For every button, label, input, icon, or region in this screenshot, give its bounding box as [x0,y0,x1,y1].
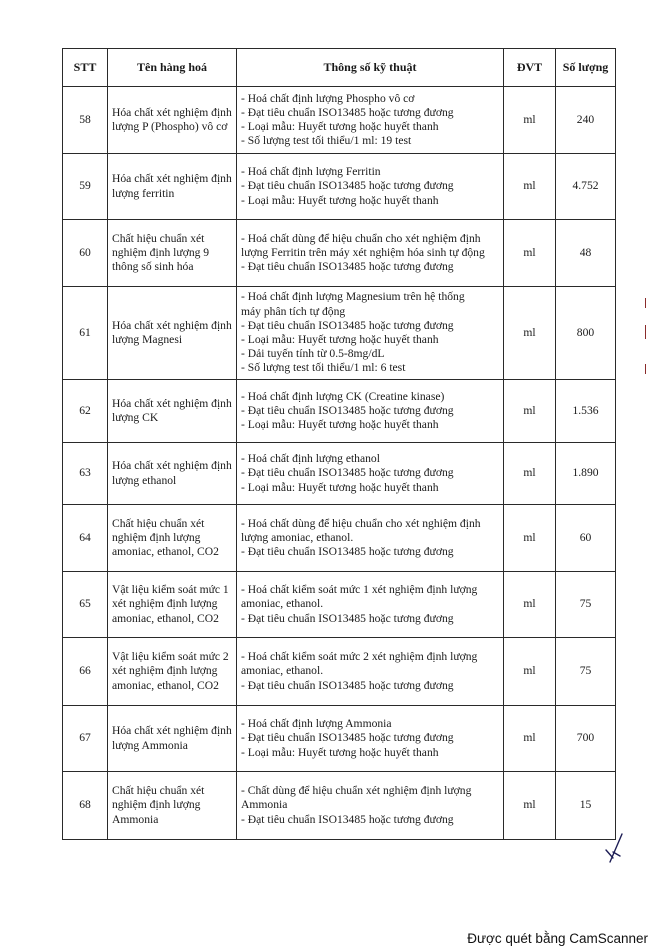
row-qty-cell: 800 [556,287,616,380]
row-unit-cell: ml [504,380,556,443]
row-stt-cell: 61 [63,287,108,380]
table-header [63,49,616,87]
table-row [63,706,616,772]
row-name-cell: Chất hiệu chuẩn xét nghiệm định lượng amoniac, ethanol, CO2 [108,505,237,572]
header-unit: ĐVT [504,49,556,87]
table-row [63,380,616,443]
row-name-cell: Hóa chất xét nghiệm định lượng CK [108,380,237,443]
row-unit-cell: ml [504,154,556,220]
spec-line: - Dải tuyến tính từ 0.5-8mg/dL [241,347,385,361]
row-qty-cell: 48 [556,220,616,287]
margin-scribble-mark [645,364,646,374]
spec-line: - Hoá chất định lượng ethanol [241,452,380,466]
table-body [63,87,616,840]
row-spec-cell [237,220,504,287]
row-stt-cell: 67 [63,706,108,772]
row-unit-cell: ml [504,87,556,154]
spec-line: - Đạt tiêu chuẩn ISO13485 hoặc tương đương [241,678,454,692]
row-qty-cell: 240 [556,87,616,154]
row-spec-cell [237,638,504,706]
spec-line: lượng Ferritin trên máy xét nghiệm hóa sinh tự động [241,245,485,259]
row-unit-cell: ml [504,220,556,287]
spec-line: - Đạt tiêu chuẩn ISO13485 hoặc tương đương [241,179,454,193]
header-row [63,49,616,87]
table-row [63,572,616,638]
table-row [63,638,616,706]
spec-line: - Số lượng test tối thiểu/1 ml: 6 test [241,361,406,375]
spec-line: - Đạt tiêu chuẩn ISO13485 hoặc tương đương [241,466,454,480]
spec-line: - Hoá chất định lượng Ammonia [241,717,392,731]
handwritten-initials-mark [600,832,626,866]
spec-line: - Hoá chất định lượng Magnesium trên hệ thống [241,290,465,304]
spec-line: - Hoá chất định lượng Phospho vô cơ [241,91,415,105]
row-name-cell: Hóa chất xét nghiệm định lượng Magnesi [108,287,237,380]
row-stt-cell: 64 [63,505,108,572]
row-stt-cell: 60 [63,220,108,287]
table-row [63,220,616,287]
spec-line: - Đạt tiêu chuẩn ISO13485 hoặc tương đương [241,403,454,417]
spec-line: - Loại mẫu: Huyết tương hoặc huyết thanh [241,418,439,432]
row-unit-cell: ml [504,706,556,772]
spec-line: - Loại mẫu: Huyết tương hoặc huyết thanh [241,333,439,346]
spec-line: - Loại mẫu: Huyết tương hoặc huyết thanh [241,193,439,207]
scanner-watermark-text: Được quét bằng CamScanner [467,931,648,946]
spec-line: - Đạt tiêu chuẩn ISO13485 hoặc tương đương [241,318,454,332]
row-qty-cell: 1.536 [556,380,616,443]
row-qty-cell: 15 [556,772,616,840]
row-spec-cell [237,154,504,220]
spec-line: - Chất dùng để hiệu chuẩn xét nghiệm định lượng [241,784,472,798]
spec-line: - Hoá chất định lượng Ferritin [241,165,381,179]
table-row [63,154,616,220]
row-spec-cell [237,572,504,638]
header-qty: Số lượng [556,49,616,87]
spec-line: - Đạt tiêu chuẩn ISO13485 hoặc tương đương [241,812,454,826]
spec-line: lượng amoniac, ethanol. [241,530,354,544]
spec-line: - Đạt tiêu chuẩn ISO13485 hoặc tương đương [241,545,454,559]
table-row [63,443,616,505]
header-stt: STT [63,49,108,87]
row-name-cell: Chất hiệu chuẩn xét nghiệm định lượng 9 thông số sinh hóa [108,220,237,287]
row-stt-cell: 66 [63,638,108,706]
row-qty-cell: 700 [556,706,616,772]
row-name-cell: Hóa chất xét nghiệm định lượng ethanol [108,443,237,505]
row-name-cell: Chất hiệu chuẩn xét nghiệm định lượng Ammonia [108,772,237,840]
spec-line: - Loại mẫu: Huyết tương hoặc huyết thanh [241,120,439,133]
goods-spec-table [62,48,616,840]
row-name-cell: Hóa chất xét nghiệm định lượng ferritin [108,154,237,220]
margin-scribble-mark [645,298,646,308]
row-stt-cell: 62 [63,380,108,443]
spec-line: - Số lượng test tối thiểu/1 ml: 19 test [241,134,412,148]
row-unit-cell: ml [504,287,556,380]
row-qty-cell: 75 [556,638,616,706]
margin-scribble-mark [645,325,646,339]
row-spec-cell [237,706,504,772]
row-qty-cell: 75 [556,572,616,638]
row-qty-cell: 4.752 [556,154,616,220]
table-row [63,505,616,572]
row-unit-cell: ml [504,443,556,505]
row-spec-cell [237,443,504,505]
row-name-cell: Vật liệu kiểm soát mức 2 xét nghiệm định lượng amoniac, ethanol, CO2 [108,638,237,706]
row-spec-cell [237,380,504,443]
spec-line: - Hoá chất định lượng CK (Creatine kinase) [241,389,445,403]
spec-line: máy phân tích tự động [241,304,346,318]
row-stt-cell: 58 [63,87,108,154]
row-stt-cell: 59 [63,154,108,220]
row-name-cell: Hóa chất xét nghiệm định lượng Ammonia [108,706,237,772]
spec-line: - Loại mẫu: Huyết tương hoặc huyết thanh [241,480,439,494]
table-row [63,87,616,154]
row-spec-cell [237,772,504,840]
spec-line: Ammonia [241,798,288,812]
header-name: Tên hàng hoá [108,49,237,87]
table-row [63,287,616,380]
spec-line: - Hoá chất dùng để hiệu chuẩn cho xét nghiệm định [241,516,481,530]
spec-line: - Hoá chất kiểm soát mức 2 xét nghiệm định lượng [241,650,478,664]
table-row [63,772,616,840]
header-spec: Thông số kỹ thuật [237,49,504,87]
spec-line: - Đạt tiêu chuẩn ISO13485 hoặc tương đương [241,611,454,625]
row-spec-cell [237,505,504,572]
spec-line: amoniac, ethanol. [241,664,324,678]
row-unit-cell: ml [504,772,556,840]
row-stt-cell: 68 [63,772,108,840]
row-spec-cell [237,87,504,154]
row-qty-cell: 60 [556,505,616,572]
spec-line: - Đạt tiêu chuẩn ISO13485 hoặc tương đương [241,731,454,745]
spec-line: amoniac, ethanol. [241,597,324,611]
row-unit-cell: ml [504,572,556,638]
row-name-cell: Vật liệu kiểm soát mức 1 xét nghiệm định lượng amoniac, ethanol, CO2 [108,572,237,638]
row-stt-cell: 63 [63,443,108,505]
spec-line: - Đạt tiêu chuẩn ISO13485 hoặc tương đương [241,260,454,274]
row-name-cell: Hóa chất xét nghiệm định lượng P (Phospho) vô cơ [108,87,237,154]
row-spec-cell [237,287,504,380]
row-qty-cell: 1.890 [556,443,616,505]
row-unit-cell: ml [504,638,556,706]
spec-line: - Loại mẫu: Huyết tương hoặc huyết thanh [241,745,439,759]
spec-line: - Hoá chất kiểm soát mức 1 xét nghiệm định lượng [241,583,478,597]
row-stt-cell: 65 [63,572,108,638]
spec-line: - Đạt tiêu chuẩn ISO13485 hoặc tương đương [241,105,454,119]
spec-line: - Hoá chất dùng để hiệu chuẩn cho xét nghiệm định [241,231,481,245]
row-unit-cell: ml [504,505,556,572]
